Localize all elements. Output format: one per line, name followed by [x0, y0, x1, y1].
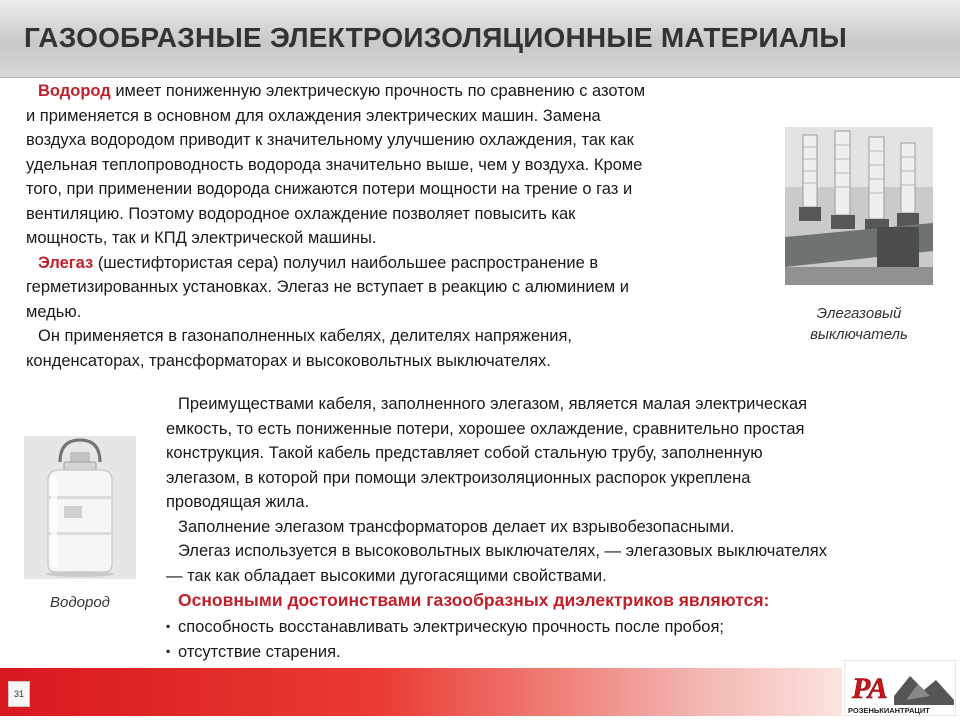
top-text-block: [26, 79, 776, 373]
transformers-line: Заполнение элегазом трансформаторов делает их взрывобезопасными.: [178, 517, 735, 536]
main-heading-text: Основными достоинствами газообразных диэлектриков являются:: [178, 590, 770, 610]
advantages-line: элегазом, в которой при помощи электроизоляционных распорок укреплена: [166, 468, 751, 487]
advantages-line: емкость, то есть пониженные потери, хорошее охлаждение, сравнительно простая: [166, 419, 805, 438]
bullet-text: отсутствие старения.: [178, 643, 341, 661]
switches-paragraph: [166, 539, 946, 588]
bullet-item: [166, 639, 946, 665]
hydrogen-line: и применяется в основном для охлаждения электрических машин. Замена: [26, 106, 601, 125]
hydrogen-line: воздуха водородом приводит к значительному улучшению охлаждения, так как: [26, 131, 634, 149]
sf6-line: герметизированных установках. Элегаз не вступает в реакцию с алюминием и: [26, 278, 629, 296]
hydrogen-paragraph: [26, 79, 776, 251]
bullet-text: способность восстанавливать электрическую прочность после пробоя;: [178, 617, 724, 636]
page-number: 31: [8, 681, 30, 707]
logo-graphic: [844, 660, 956, 716]
hydrogen-line: мощность, так и КПД электрической машины.: [26, 229, 377, 247]
sf6-circuit-breaker-photo: [785, 127, 933, 285]
switch-caption-line: выключатель: [810, 326, 908, 343]
hydrogen-line: того, при применении водорода снижаются потери мощности на трение о газ и: [26, 180, 633, 198]
company-logo: [844, 660, 956, 716]
bullet-item: [166, 614, 946, 640]
bullet-icon: ▪: [166, 618, 171, 633]
switches-line: Элегаз используется в высоковольтных выключателях, — элегазовых выключателях: [178, 542, 827, 560]
hydrogen-line: вентиляцию. Поэтому водородное охлаждение позволяет повысить как: [26, 204, 576, 223]
hydrogen-line: удельная теплопроводность водорода значительно выше, чем у воздуха. Кроме: [26, 155, 643, 174]
flask-caption: Водород: [50, 594, 110, 611]
footer-bar: [0, 668, 842, 716]
dewar-flask-illustration: [24, 436, 136, 579]
switches-line: — так как обладает высокими дугогасящими свойствами.: [166, 566, 607, 585]
hydrogen-flask-photo: [24, 436, 136, 579]
usage-line: Он применяется в газонаполненных кабелях, делителях напряжения,: [38, 327, 572, 345]
bullet-icon: ▪: [166, 644, 171, 658]
usage-line: конденсаторах, трансформаторах и высоковольтных выключателях.: [26, 351, 551, 370]
circuit-breaker-illustration: [785, 127, 933, 285]
advantages-paragraph: [166, 392, 946, 515]
sf6-paragraph: [26, 251, 776, 325]
bottom-text-block: [166, 392, 946, 665]
sf6-line: медью.: [26, 302, 82, 321]
switch-caption: [782, 303, 936, 345]
usage-paragraph: [26, 324, 776, 373]
hydrogen-term: Водород: [38, 82, 111, 100]
main-heading: [166, 588, 946, 614]
switch-caption-line: Элегазовый: [816, 305, 902, 322]
sf6-line: (шестифтористая сера) получил наибольшее распространение в: [93, 253, 599, 272]
advantages-line: Преимуществами кабеля, заполненного элегазом, является малая электрическая: [178, 395, 808, 413]
advantages-line: конструкция. Такой кабель представляет собой стальную трубу, заполненную: [166, 444, 763, 462]
logo-letters: РА: [852, 672, 888, 705]
transformers-paragraph: [166, 515, 946, 540]
hydrogen-line: имеет пониженную электрическую прочность по сравнению с азотом: [110, 82, 646, 100]
advantages-line: проводящая жила.: [166, 493, 310, 511]
sf6-term: Элегаз: [38, 253, 94, 272]
title-bar: [0, 0, 960, 78]
logo-caption: РОЗЕНЬКИАНТРАЦИТ: [848, 706, 930, 715]
slide-title: ГАЗООБРАЗНЫЕ ЭЛЕКТРОИЗОЛЯЦИОННЫЕ МАТЕРИАЛЫ: [24, 22, 847, 53]
